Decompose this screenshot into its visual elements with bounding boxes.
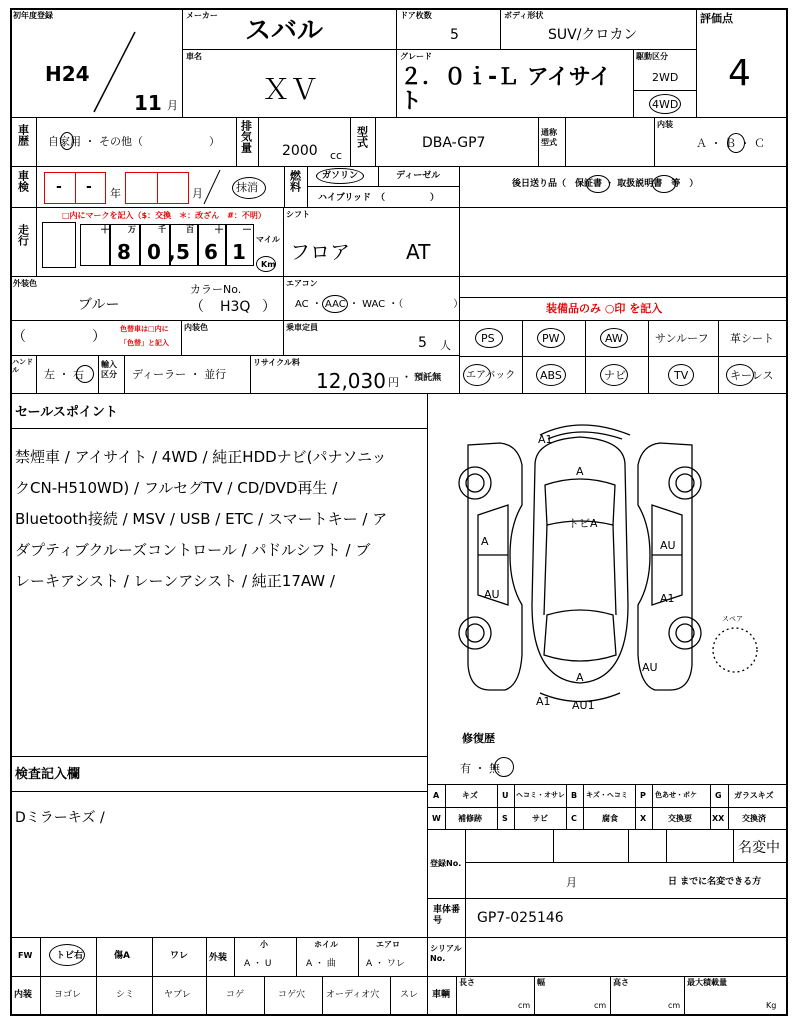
naisou-item-5: コゲ穴: [278, 990, 306, 1000]
docs-value: 後日送り品（ 保証書 ・ 取扱説明書 等 ）: [512, 179, 699, 189]
repair-value: 有 ・ 無: [460, 762, 500, 775]
registration-month: 月: [566, 876, 577, 889]
expired-value: 抹消: [236, 181, 258, 194]
capacity-value: 5: [418, 335, 427, 351]
height-unit: cm: [668, 1001, 681, 1010]
body-label: ボディ形状: [504, 11, 544, 20]
equip-ps: PS: [481, 332, 495, 345]
docs-circle-1: [586, 175, 610, 193]
doors-label: ドア枚数: [400, 11, 432, 20]
maker-value: スバル: [245, 16, 324, 46]
import-label: 輸入区分: [101, 360, 117, 379]
mileage-digit-1: 8: [117, 240, 131, 264]
gasoline-circle: [316, 168, 364, 184]
legend-code: B: [571, 791, 578, 800]
inspect-month-unit: 月: [192, 187, 203, 200]
legend-text: 腐食: [602, 814, 618, 823]
inspection-text: Dミラーキズ /: [15, 810, 105, 826]
small-label: 小: [260, 940, 268, 949]
interior-value: Ａ ・ Ｂ ・ Ｃ: [696, 137, 765, 150]
sales-line-3: Bluetooth接続 / MSV / USB / ETC / スマートキー / ア: [15, 510, 388, 528]
mark-a-roof: A: [576, 465, 584, 478]
equip-aw: AW: [605, 332, 623, 345]
repair-circle: [494, 757, 514, 777]
shift-type: AT: [406, 240, 431, 264]
rating-label: 評価点: [700, 12, 733, 25]
aero-value: A ・ ワレ: [366, 959, 405, 969]
drive-4wd-circle: [649, 94, 681, 114]
shift-value: フロア: [290, 240, 350, 264]
length-label: 長さ: [459, 978, 475, 987]
name-value: ＸＶ: [262, 73, 319, 106]
mark-a1-bottom: A1: [536, 695, 551, 708]
first-reg-year: H24: [45, 62, 90, 86]
equip-pw: PW: [542, 332, 560, 345]
fuel-hybrid: ハイブリッド: [318, 193, 372, 203]
fw-label: FW: [18, 951, 33, 960]
mileage-digit-3: 5: [176, 240, 190, 264]
aircon-label: エアコン: [286, 279, 318, 288]
width-unit: cm: [594, 1001, 607, 1010]
legend-code: X: [640, 814, 647, 823]
doors-value: 5: [450, 27, 459, 43]
name-label: 車名: [186, 52, 202, 61]
inspection-title: 検査記入欄: [15, 767, 81, 782]
history-label: 車歴: [16, 124, 30, 146]
aircon-value: AC ・ AAC ・ WAC ・（ ）: [295, 299, 464, 310]
legend-code: G: [715, 791, 722, 800]
equip-airbag: エアバック: [466, 370, 516, 381]
disp-value: 2000: [282, 143, 318, 159]
fw-item-3: ワレ: [170, 951, 189, 961]
sales-line-5: レーキアシスト / レーンアシスト / 純正17AW /: [15, 572, 335, 590]
recycle-unit: 円: [388, 376, 399, 389]
legend-code: P: [640, 791, 646, 800]
mileage-label: 走行: [16, 224, 30, 246]
paren-open-2: （: [12, 329, 26, 345]
naisou-item-4: コゲ: [226, 990, 245, 1000]
exterior-color: ブルー: [78, 297, 120, 313]
spare-label: スペア: [722, 615, 743, 623]
equip-keyless: キーレス: [730, 369, 774, 382]
fw-item-2: 傷A: [114, 951, 130, 961]
naisou-label: 内装: [14, 990, 33, 1000]
fuel-gasoline: ガソリン: [322, 171, 359, 181]
mark-au-right: AU: [660, 539, 676, 552]
disp-unit: cc: [330, 149, 343, 162]
serial-label: シリアルNo.: [430, 944, 462, 963]
color-change-note-1: 色替車は□内に: [120, 325, 169, 333]
model-value: DBA-GP7: [422, 135, 486, 151]
history-circle: [60, 132, 74, 150]
naisou-item-7: スレ: [400, 990, 419, 1000]
first-reg-month: 11: [134, 91, 162, 115]
mark-au1-bottom: AU1: [572, 699, 595, 712]
grade-label: グレード: [400, 52, 432, 61]
height-label: 高さ: [613, 978, 629, 987]
legend-code: U: [502, 791, 509, 800]
inspect-label: 車検: [16, 170, 30, 192]
mileage-minus: －: [242, 225, 252, 236]
legend-code: A: [433, 791, 440, 800]
name-change: 名変中: [738, 840, 780, 856]
legend-text: 色あせ・ボケ: [655, 791, 697, 799]
mileage-km: Km: [261, 260, 276, 269]
legend-text: 補修跡: [458, 814, 482, 823]
legend-text: 交換済: [742, 814, 766, 823]
aero-label: エアロ: [376, 940, 400, 949]
handle-value: 左 ・ 右: [44, 368, 84, 381]
rating-value: 4: [728, 53, 751, 94]
car-diagram: [430, 405, 786, 715]
km-circle: [256, 256, 276, 272]
drive-label: 駆動区分: [636, 52, 668, 61]
equip-leather: 革シート: [730, 332, 774, 345]
mileage-mark-box: [42, 222, 76, 268]
paren-close-2: ）: [92, 329, 106, 345]
mileage-man: 万: [128, 225, 136, 234]
chassis-value: GP7-025146: [477, 910, 564, 926]
maker-label: メーカー: [186, 11, 218, 20]
mark-a1-top: A1: [538, 433, 553, 446]
sales-line-2: クCN-H510WD) / フルセグTV / CD/DVD再生 /: [15, 479, 338, 497]
capacity-unit: 人: [440, 339, 451, 352]
legend-text: キズ: [462, 791, 478, 800]
color-no-value: H3Q: [220, 299, 251, 315]
recycle-value: 12,030: [316, 369, 386, 393]
drive-2wd: 2WD: [652, 71, 679, 84]
inspection-box: [10, 756, 428, 938]
mileage-hyaku: 百: [186, 225, 194, 234]
common-label: 通称型式: [541, 128, 557, 147]
color-change-note-2: 「色替」と記入: [120, 339, 169, 347]
small-value: A ・ U: [244, 959, 272, 969]
width-label: 幅: [537, 978, 545, 987]
dims-label: 車輌: [432, 990, 451, 1000]
interior-label: 内装: [657, 120, 673, 129]
mark-a-left: A: [481, 535, 489, 548]
first-reg-month-unit: 月: [167, 99, 178, 112]
legend-text: サビ: [532, 814, 548, 823]
mark-au-left: AU: [484, 588, 500, 601]
chassis-label: 車体番号: [433, 905, 461, 926]
body-value: SUV/クロカン: [548, 27, 638, 43]
history-value: 自家用 ・ その他（ ）: [48, 135, 220, 148]
recycle-deposit: ・ 預託無: [402, 373, 442, 383]
legend-code: W: [432, 814, 441, 823]
mark-a1-right: A1: [660, 592, 675, 605]
wheel-label: ホイル: [314, 940, 338, 949]
recycle-label: リサイクル料: [253, 358, 300, 367]
mileage-digit-2: 0: [147, 240, 161, 264]
interior-color-label: 内装色: [184, 323, 208, 332]
naisou-item-2: シミ: [116, 990, 135, 1000]
naisou-item-6: オーディオ穴: [326, 990, 380, 1000]
fuel-label: 燃料: [288, 170, 302, 192]
fw-item-1: トビ右: [56, 951, 84, 961]
capacity-label: 乗車定員: [286, 323, 318, 332]
equip-tv: TV: [674, 369, 689, 382]
length-unit: cm: [518, 1001, 531, 1010]
dims-row: [427, 976, 788, 1016]
color-no-label: カラーNo.: [190, 283, 242, 296]
fuel-diesel: ディーゼル: [396, 171, 441, 181]
mark-a-rear: A: [576, 671, 584, 684]
legend-text: 交換要: [668, 814, 692, 823]
equip-abs: ABS: [540, 369, 562, 382]
serial-box: [427, 937, 788, 977]
inspect-year-unit: 年: [110, 187, 121, 200]
legend-text: キズ・ヘコミ: [586, 791, 628, 799]
wheel-value: A ・ 曲: [306, 959, 336, 969]
aircon-circle: [322, 295, 348, 313]
registration-day: 日 までに名変できる方: [668, 877, 762, 887]
exterior-label: 外装色: [13, 279, 37, 288]
repair-label: 修復歴: [462, 732, 495, 745]
drive-4wd: 4WD: [652, 98, 679, 111]
equip-navi: ナビ: [604, 369, 626, 382]
mileage-mile: マイル: [256, 235, 280, 244]
mileage-digit-4: 6: [204, 240, 218, 264]
legend-code: C: [571, 814, 577, 823]
paren-close-1: ）: [262, 299, 276, 315]
paren-open-1: （: [190, 299, 204, 315]
import-value: ディーラー ・ 並行: [132, 368, 227, 381]
mileage-plus-2: ＋: [214, 225, 224, 236]
load-label: 最大積載量: [687, 978, 727, 987]
disp-label: 排気量: [239, 120, 253, 153]
shift-label: シフト: [286, 210, 310, 219]
docs-circle-2: [652, 175, 676, 193]
load-unit: Kg: [766, 1001, 777, 1010]
legend-text: ガラスキズ: [734, 791, 774, 800]
fuel-hybrid-paren: （ ）: [376, 193, 440, 203]
equipment-title: 装備品のみ ○印 を記入: [546, 302, 663, 315]
registration-label: 登録No.: [430, 859, 462, 868]
mark-tobi-a: トビA: [568, 517, 598, 530]
legend-code: XX: [712, 814, 725, 823]
legend-code: S: [502, 814, 508, 823]
docs-area: [459, 207, 788, 277]
mileage-plus: ＋: [100, 225, 110, 236]
legend-text: ヘコミ・オサレ: [516, 791, 565, 799]
sales-line-1: 禁煙車 / アイサイト / 4WD / 純正HDDナビ(パナソニッ: [15, 448, 387, 466]
gaisou-label: 外装: [209, 953, 228, 963]
naisou-item-3: ヤブレ: [164, 990, 191, 1000]
naisou-item-1: ヨゴレ: [54, 990, 82, 1000]
expired-circle: [232, 177, 266, 199]
mark-au-rear-right: AU: [642, 661, 658, 674]
grade-value: ２．０ｉ-Ｌ アイサイト: [400, 66, 612, 114]
model-label: 型式: [355, 126, 369, 148]
sales-line-4: ダプティブクルーズコントロール / パドルシフト / ブ: [15, 541, 371, 559]
first-reg-label: 初年度登録: [13, 11, 53, 20]
mileage-sen: 千: [158, 225, 166, 234]
handle-circle: [76, 365, 94, 383]
mileage-digit-5: 1: [232, 240, 246, 264]
equip-sunroof: サンルーフ: [655, 332, 709, 345]
handle-label: ハンドル: [12, 358, 33, 374]
interior-circle: [727, 133, 745, 153]
sales-title: セールスポイント: [15, 405, 118, 420]
mileage-note: □内にマークを記入（$：交換 ＊：改ざん #：不明）: [62, 211, 266, 220]
slash-line: [90, 30, 140, 115]
